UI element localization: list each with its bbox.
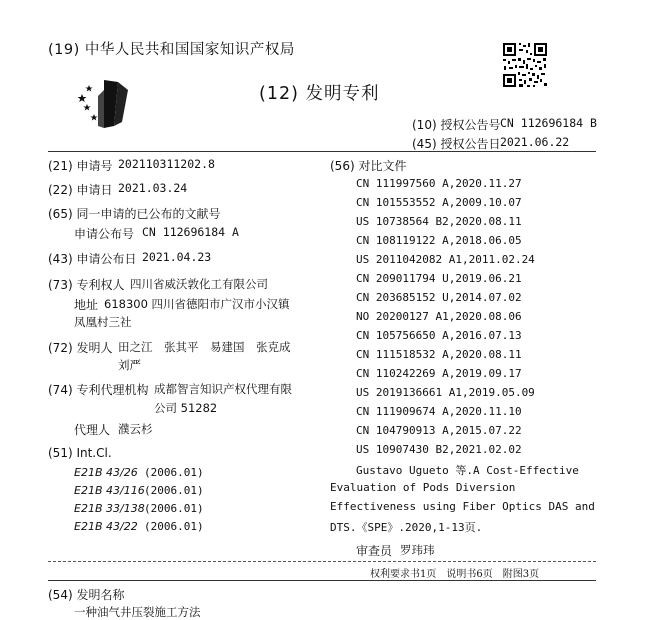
inventors-line-1: 田之江 张其平 易建国 张克成 — [118, 340, 291, 354]
page-counts: 权利要求书1页 说明书6页 附图3页 — [370, 569, 540, 580]
grant-date-label: (45) 授权公告日 — [412, 137, 501, 151]
app-no-label: (21) 申请号 — [48, 159, 113, 173]
intcl-code: E21B 33/138 — [74, 502, 145, 515]
intcl-version: (2006.01) — [144, 466, 204, 479]
reference-item: CN 209011794 U,2019.06.21 — [356, 272, 522, 285]
earlier-pub-heading: (65) 同一申请的已公布的文献号 — [48, 207, 221, 221]
intcl-version: (2006.01) — [144, 484, 204, 497]
intcl-code: E21B 43/116 — [74, 484, 145, 497]
nonpatent-citation-line: Effectiveness using Fiber Optics DAS and — [330, 500, 595, 513]
agent-label: 代理人 — [74, 423, 111, 437]
inventors-label: (72) 发明人 — [48, 341, 113, 355]
pub-date-label: (43) 申请公布日 — [48, 252, 137, 266]
reference-item: CN 104790913 A,2015.07.22 — [356, 424, 522, 437]
nonpatent-citation-line: Gustavo Ugueto 等.A Cost-Effective — [356, 464, 579, 477]
address-line-1: 618300 四川省德阳市广汉市小汉镇 — [104, 297, 290, 311]
pub-date: 2021.04.23 — [142, 250, 212, 264]
examiner-label: 审查员 — [356, 544, 393, 558]
grant-date: 2021.06.22 — [500, 135, 570, 149]
reference-item: US 10907430 B2,2021.02.02 — [356, 443, 522, 456]
reference-item: US 2011042082 A1,2011.02.24 — [356, 253, 535, 266]
patentee-label: (73) 专利权人 — [48, 278, 125, 292]
patentee: 四川省威沃敦化工有限公司 — [130, 277, 268, 291]
qr-code — [502, 42, 548, 88]
reference-item: CN 203685152 U,2014.07.02 — [356, 291, 522, 304]
intcl-label: (51) Int.Cl. — [48, 446, 112, 460]
agency-line-2: 公司 51282 — [154, 401, 218, 415]
grant-pub-no: CN 112696184 B — [500, 116, 597, 130]
grant-pub-no-label: (10) 授权公告号 — [412, 118, 501, 132]
reference-item: CN 111909674 A,2020.11.10 — [356, 405, 522, 418]
nonpatent-citation-line: Evaluation of Pods Diversion — [330, 481, 516, 494]
reference-item: US 2019136661 A1,2019.05.09 — [356, 386, 535, 399]
refs-heading: (56) 对比文件 — [330, 159, 407, 173]
reference-item: CN 111518532 A,2020.08.11 — [356, 348, 522, 361]
reference-item: US 10738564 B2,2020.08.11 — [356, 215, 522, 228]
reference-item: CN 111997560 A,2020.11.27 — [356, 177, 522, 190]
footer-divider — [48, 580, 596, 581]
reference-item: CN 105756650 A,2016.07.13 — [356, 329, 522, 342]
intcl-version: (2006.01) — [144, 520, 204, 533]
document-type: (12) 发明专利 — [259, 84, 380, 104]
agency-label: (74) 专利代理机构 — [48, 383, 149, 397]
intcl-code: E21B 43/22 — [74, 520, 138, 533]
invention-title-label: (54) 发明名称 — [48, 588, 125, 602]
address-line-2: 凤凰村三社 — [74, 315, 132, 329]
reference-item: CN 108119122 A,2018.06.05 — [356, 234, 522, 247]
reference-item: CN 101553552 A,2009.10.07 — [356, 196, 522, 209]
agent: 濮云杉 — [118, 422, 153, 436]
logo-stars — [78, 85, 98, 121]
pub-no-label: 申请公布号 — [74, 227, 135, 241]
logo-emblem — [98, 80, 128, 128]
invention-title: 一种油气井压裂施工方法 — [74, 605, 201, 619]
app-date-label: (22) 申请日 — [48, 183, 113, 197]
inventors-line-2: 刘严 — [118, 358, 141, 372]
pub-no: CN 112696184 A — [142, 225, 239, 239]
intcl-code: E21B 43/26 — [74, 466, 138, 479]
address-label: 地址 — [74, 298, 99, 312]
intcl-version: (2006.01) — [144, 502, 204, 515]
reference-item: NO 20200127 A1,2020.08.06 — [356, 310, 522, 323]
office-name: (19) 中华人民共和国国家知识产权局 — [48, 42, 295, 58]
footer-dashed-divider — [48, 561, 596, 562]
cnipa-logo — [74, 76, 132, 130]
nonpatent-citation-line: DTS.《SPE》.2020,1-13页. — [330, 521, 483, 534]
app-no: 202110311202.8 — [118, 157, 215, 171]
reference-item: CN 110242269 A,2019.09.17 — [356, 367, 522, 380]
agency-line-1: 成都智言知识产权代理有限 — [154, 382, 292, 396]
app-date: 2021.03.24 — [118, 181, 188, 195]
examiner: 罗玮玮 — [400, 543, 435, 557]
header-divider — [48, 151, 596, 152]
